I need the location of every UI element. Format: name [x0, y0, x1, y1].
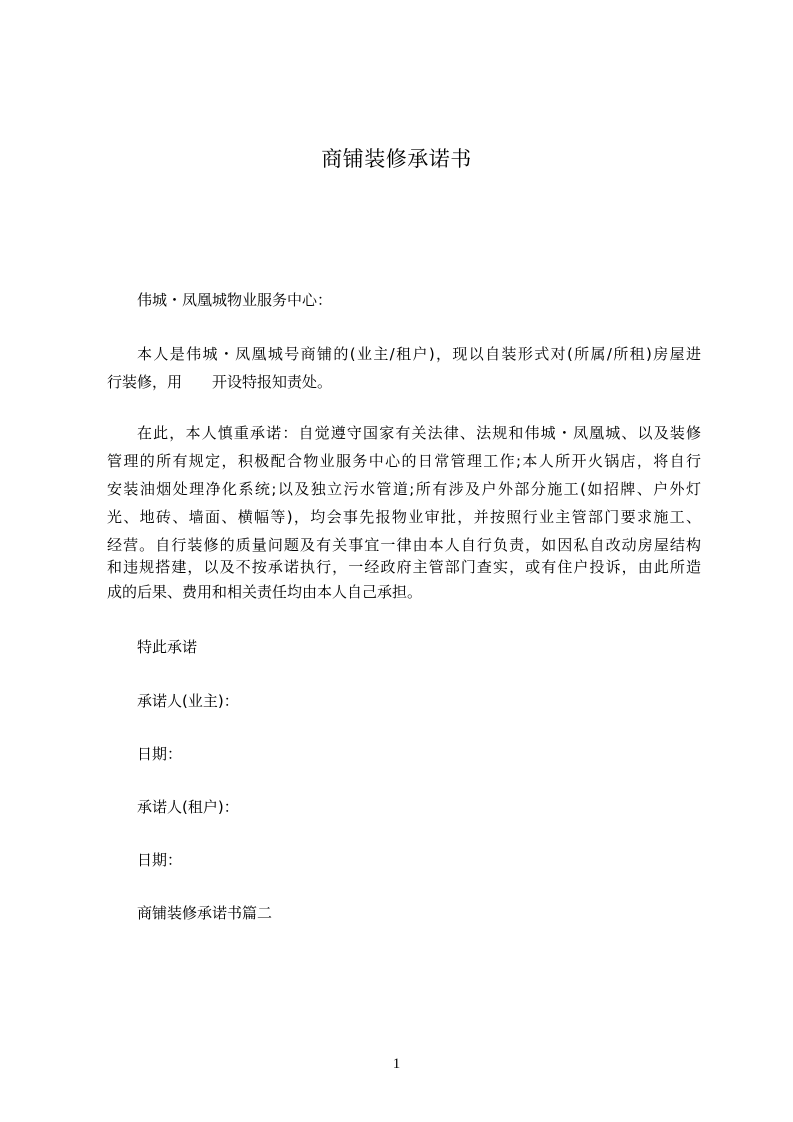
- paragraph2-line-7: 成的后果、费用和相关责任均由本人自己承担。: [107, 583, 423, 601]
- salutation: 伟城・凤凰城物业服务中心：: [137, 291, 333, 309]
- paragraph2-line-3: 安装油烟处理净化系统;以及独立污水管道;所有涉及户外部分施工(如招牌、户外灯: [107, 480, 701, 498]
- signer-owner-label: 承诺人(业主)：: [137, 692, 239, 710]
- paragraph2-line-5: 经营。自行装修的质量问题及有关事宜一律由本人自行负责，如因私自改动房屋结构: [107, 536, 701, 554]
- paragraph2-line-6: 和违规搭建，以及不按承诺执行，一经政府主管部门查实，或有住户投诉，由此所造: [107, 558, 701, 576]
- paragraph1-line-2: 行装修，用 开设特报知责处。: [107, 373, 333, 391]
- page-number: 1: [392, 1056, 401, 1072]
- paragraph2-line-1: 在此，本人慎重承诺：自觉遵守国家有关法律、法规和伟城・凤凰城、以及装修: [137, 424, 701, 442]
- document-title: 商铺装修承诺书: [321, 147, 472, 171]
- paragraph2-line-2: 管理的所有规定，积极配合物业服务中心的日常管理工作;本人所开火锅店，将自行: [107, 452, 701, 470]
- next-section-title: 商铺装修承诺书篇二: [137, 904, 273, 922]
- date-label-2: 日期：: [137, 851, 183, 869]
- signer-tenant-label: 承诺人(租户)：: [137, 798, 239, 816]
- date-label-1: 日期：: [137, 745, 183, 763]
- closing-text: 特此承诺: [137, 638, 198, 656]
- paragraph1-line-1: 本人是伟城・凤凰城号商铺的(业主/租户)，现以自装形式对(所属/所租)房屋进: [137, 345, 701, 363]
- paragraph2-line-4: 光、地砖、墙面、横幅等)，均会事先报物业审批，并按照行业主管部门要求施工、: [107, 508, 701, 526]
